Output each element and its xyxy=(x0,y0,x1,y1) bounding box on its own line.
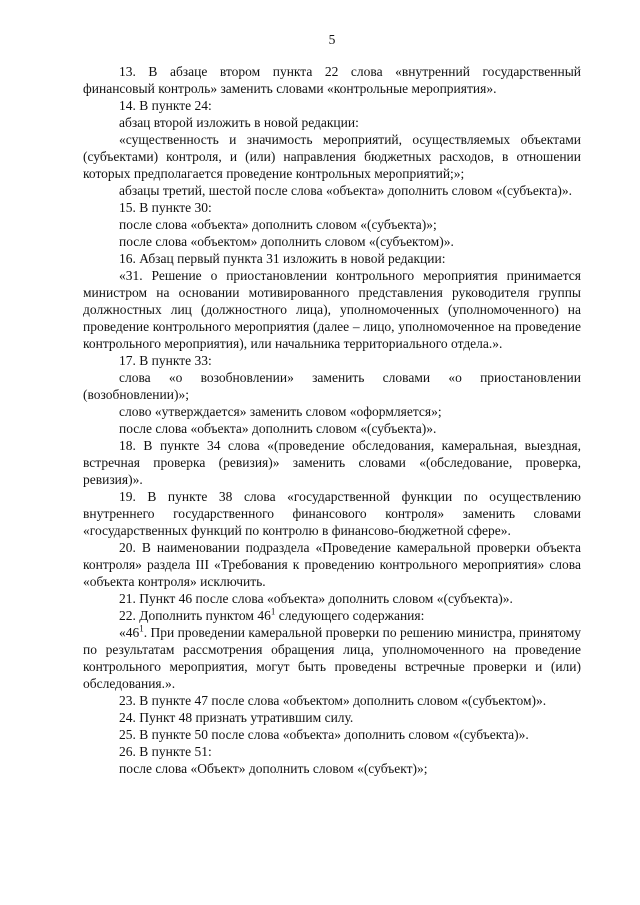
paragraph-22-text: 22. Дополнить пунктом 46 xyxy=(119,608,271,623)
paragraph-14-c: абзацы третий, шестой после слова «объекта» дополнить словом «(субъекта)». xyxy=(119,183,572,198)
paragraph-22-a-tail: . При проведении камеральной проверки по решению министра, принятому по результатам рассмотрения обращения лица, уполномоченного на проведение контрольного мероприятия, могут быть проведены встречные проверки и (или) обследования.». xyxy=(83,625,581,691)
paragraph-18: 18. В пункте 34 слова «(проведение обследования, камеральная, выездная, встречная проверка (ревизия)» заменить словами «(обследование, проверка, ревизия)». xyxy=(83,438,581,487)
paragraph-14: 14. В пункте 24: xyxy=(119,98,212,113)
paragraph-15: 15. В пункте 30: xyxy=(119,200,212,215)
paragraph-17-a: слова «о возобновлении» заменить словами «о приостановлении (возобновлении)»; xyxy=(83,370,581,402)
paragraph-22-a xyxy=(83,624,581,692)
paragraph-22-superscript: 1 xyxy=(270,606,276,617)
paragraph-23: 23. В пункте 47 после слова «объектом» дополнить словом «(субъектом)». xyxy=(119,693,547,708)
paragraph-26-a: после слова «Объект» дополнить словом «(субъект)»; xyxy=(119,761,428,776)
paragraph-14-a: абзац второй изложить в новой редакции: xyxy=(119,115,359,130)
paragraph-17-c: после слова «объекта» дополнить словом «(субъекта)». xyxy=(119,421,437,436)
paragraph-13: 13. В абзаце втором пункта 22 слова «внутренний государственный финансовый контроль» заменить словами «контрольные мероприятия». xyxy=(83,64,581,96)
paragraph-22-tail: следующего содержания: xyxy=(275,608,425,623)
page-number: 5 xyxy=(328,32,336,47)
paragraph-14-b: «существенность и значимость мероприятий, осуществляемых объектами (субъектами) контроля, и (или) направления бюджетных расходов, в отношении которых предполагается проведение контрольных мероприятий;»; xyxy=(83,132,581,181)
paragraph-22-a-superscript: 1 xyxy=(139,623,144,634)
paragraph-24: 24. Пункт 48 признать утратившим силу. xyxy=(119,710,354,725)
paragraph-26: 26. В пункте 51: xyxy=(119,744,212,759)
paragraph-16: 16. Абзац первый пункта 31 изложить в новой редакции: xyxy=(119,251,446,266)
paragraph-22-a-text: «46 xyxy=(119,625,140,640)
paragraph-19: 19. В пункте 38 слова «государственной функции по осуществлению внутреннего государственного финансового контроля» заменить словами «государственных функций по контролю в финансово-бюджетной сфере». xyxy=(83,489,581,538)
paragraph-17: 17. В пункте 33: xyxy=(119,353,212,368)
paragraph-21: 21. Пункт 46 после слова «объекта» дополнить словом «(субъекта)». xyxy=(119,591,513,606)
paragraph-25: 25. В пункте 50 после слова «объекта» дополнить словом «(субъекта)». xyxy=(119,727,529,742)
paragraph-17-b: слово «утверждается» заменить словом «оформляется»; xyxy=(119,404,442,419)
paragraph-20: 20. В наименовании подраздела «Проведение камеральной проверки объекта контроля» раздела III «Требования к проведению контрольного мероприятия» слова «объекта контроля» исключить. xyxy=(83,540,581,589)
paragraph-22 xyxy=(83,607,581,624)
paragraph-16-a: «31. Решение о приостановлении контрольного мероприятия принимается министром на основании мотивированного представления руководителя группы должностных лиц (должностного лица), уполномоченных (уполномоченного) на проведение контрольного мероприятия (далее – лицо, уполномоченное на проведение контрольного мероприятия), или начальника территориального отдела.». xyxy=(83,268,581,351)
paragraph-15-a: после слова «объекта» дополнить словом «(субъекта)»; xyxy=(119,217,437,232)
paragraph-15-b: после слова «объектом» дополнить словом «(субъектом)». xyxy=(119,234,454,249)
document-page xyxy=(83,32,581,777)
